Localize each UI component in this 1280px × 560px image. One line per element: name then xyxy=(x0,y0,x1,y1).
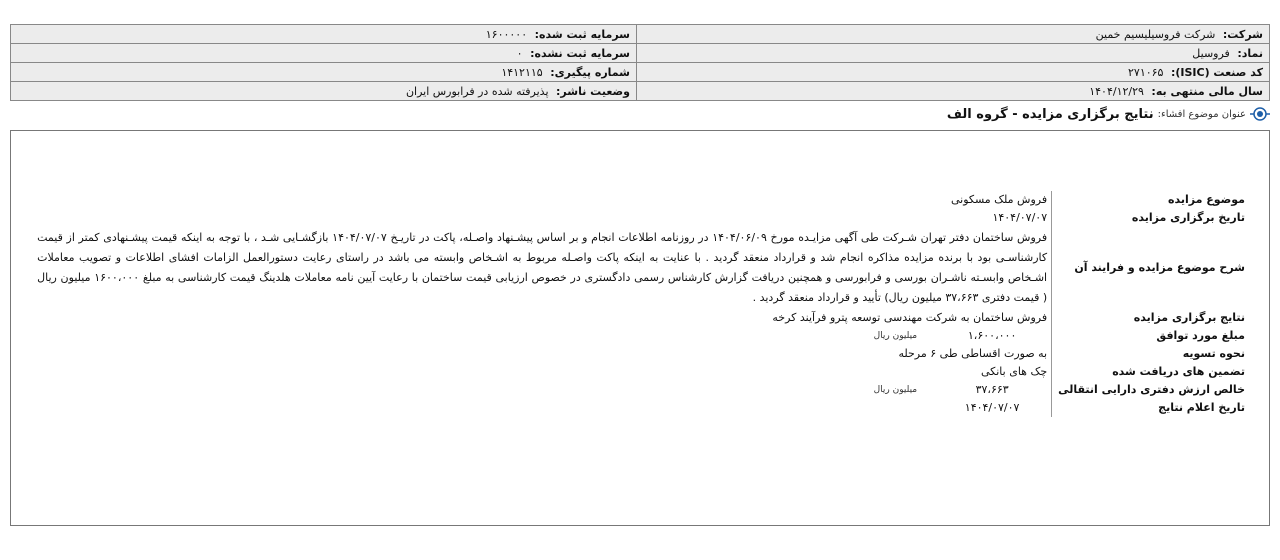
announce-date-value: ۱۴۰۴/۰۷/۰۷ xyxy=(964,401,1020,414)
auction-subject-label: موضوع مزایده xyxy=(1052,191,1249,209)
unregistered-capital-value: ۰ xyxy=(516,46,523,60)
subject-prefix: عنوان موضوع افشاء: xyxy=(1157,108,1246,120)
announce-date-cell xyxy=(33,399,1052,417)
net-book-value-unit: میلیون ریال xyxy=(873,385,918,395)
registered-capital-value: ۱۶۰۰۰۰۰ xyxy=(485,27,528,41)
description-cell xyxy=(33,227,1052,309)
announce-date-row xyxy=(37,400,1047,416)
publisher-status-cell xyxy=(11,82,637,101)
net-book-value-label: خالص ارزش دفتری دارایی انتقالی xyxy=(1052,381,1249,399)
settlement-label: نحوه تسویه xyxy=(1052,345,1249,363)
auction-date-value: ۱۴۰۴/۰۷/۰۷ xyxy=(992,211,1048,224)
registered-capital-cell xyxy=(11,25,637,44)
guarantees-label: تضمین های دریافت شده xyxy=(1052,363,1249,381)
net-book-value: ۳۷،۶۶۳ xyxy=(975,383,1009,396)
agreed-amount-unit: میلیون ریال xyxy=(873,331,918,341)
results-label: نتایج برگزاری مزایده xyxy=(1052,309,1249,327)
auction-details-table xyxy=(33,191,1249,417)
symbol-label: نماد: xyxy=(1237,46,1263,60)
detail-row xyxy=(33,363,1249,381)
tracking-number-label: شماره پیگیری: xyxy=(550,65,630,79)
publisher-status-label: وضعیت ناشر: xyxy=(556,84,630,98)
detail-row xyxy=(33,399,1249,417)
guarantees-value: چک های بانکی xyxy=(981,365,1048,378)
detail-row xyxy=(33,327,1249,345)
company-value: شرکت فروسیلیسیم خمین xyxy=(1095,27,1216,41)
auction-subject-value: فروش ملک مسکونی xyxy=(950,193,1048,206)
subject-title: نتایج برگزاری مزایده - گروه الف xyxy=(946,106,1154,122)
target-icon xyxy=(1250,104,1270,124)
agreed-amount-row xyxy=(37,328,1047,344)
symbol-value: فروسیل xyxy=(1192,46,1230,60)
detail-row xyxy=(33,345,1249,363)
description-label: شرح موضوع مزایده و فرایند آن xyxy=(1052,227,1249,309)
auction-date-label: تاریخ برگزاری مزایده xyxy=(1052,209,1249,227)
unregistered-capital-label: سرمایه ثبت نشده: xyxy=(530,46,630,60)
detail-row xyxy=(33,309,1249,327)
fiscal-year-label: سال مالی منتهی به: xyxy=(1151,84,1263,98)
isic-cell xyxy=(637,63,1270,82)
registered-capital-label: سرمایه ثبت شده: xyxy=(534,27,630,41)
net-book-value-row xyxy=(37,382,1047,398)
detail-row xyxy=(33,381,1249,399)
unregistered-capital-cell xyxy=(11,44,637,63)
description-value: فروش ساختمان دفتر تهران شـرکت طی آگهی مزایـده مورخ ۱۴۰۴/۰۶/۰۹ در روزنامه اطلاعات انجام و بر اساس پیشـنهاد واصـله، پاکت در تاریـخ ۱۴۰۴/۰۷/۰۷ بازگشـایی شـد ، با توجه به اینکه قیمت پیشـنهادی کمتر از قیمت کارشناسـی بود با برنده مزایده مذاکره انجام شد و قرارداد منعقد گردید . با عنایت به اینکه پاکت واصـله مربوط به اشـخاص وابسته می باشد در راستای رعایت دستورالعمل الزامات افشای اطلاعات و تصویب معاملات اشـخاص وابسـته ناشـران بورسی و فرابورسی و همچنین دریافت گزارش کارشناس رسمی دادگستری در خصوص ارزیابی قیمت ساختمان با رعایت آیین نامه معاملات هلدینگ قیمت کارشناسی به مبلغ ۱۶۰۰،۰۰۰ میلیون ریال ( قیمت دفتری ۳۷،۶۶۳ میلیون ریال) تأیید و قرارداد منعقد گردید . xyxy=(37,231,1048,304)
info-row xyxy=(11,82,1270,101)
info-row xyxy=(11,63,1270,82)
agreed-amount-value: ۱،۶۰۰،۰۰۰ xyxy=(967,329,1017,342)
company-label: شرکت: xyxy=(1222,27,1263,41)
detail-row xyxy=(33,227,1249,309)
company-info-table xyxy=(10,24,1270,101)
auction-details-box xyxy=(10,130,1270,526)
tracking-number-value: ۱۴۱۲۱۱۵ xyxy=(501,65,543,79)
settlement-value: به صورت اقساطی طی ۶ مرحله xyxy=(898,347,1048,360)
isic-value: ۲۷۱۰۶۵ xyxy=(1128,65,1164,79)
publisher-status-value: پذیرفته شده در فرابورس ایران xyxy=(405,84,549,98)
detail-row xyxy=(33,209,1249,227)
fiscal-year-value: ۱۴۰۴/۱۲/۲۹ xyxy=(1089,84,1144,98)
info-row xyxy=(11,44,1270,63)
fiscal-year-cell xyxy=(637,82,1270,101)
detail-row xyxy=(33,191,1249,209)
agreed-amount-cell xyxy=(33,327,1052,345)
isic-label: کد صنعت (ISIC): xyxy=(1170,65,1263,79)
tracking-number-cell xyxy=(11,63,637,82)
info-row xyxy=(11,25,1270,44)
symbol-cell xyxy=(637,44,1270,63)
agreed-amount-label: مبلغ مورد توافق xyxy=(1052,327,1249,345)
announce-date-label: تاریخ اعلام نتایج xyxy=(1052,399,1249,417)
company-cell xyxy=(637,25,1270,44)
disclosure-subject xyxy=(947,104,1270,124)
net-book-value-cell xyxy=(33,381,1052,399)
results-value: فروش ساختمان به شرکت مهندسی توسعه پترو فرآیند کرخه xyxy=(772,311,1048,324)
